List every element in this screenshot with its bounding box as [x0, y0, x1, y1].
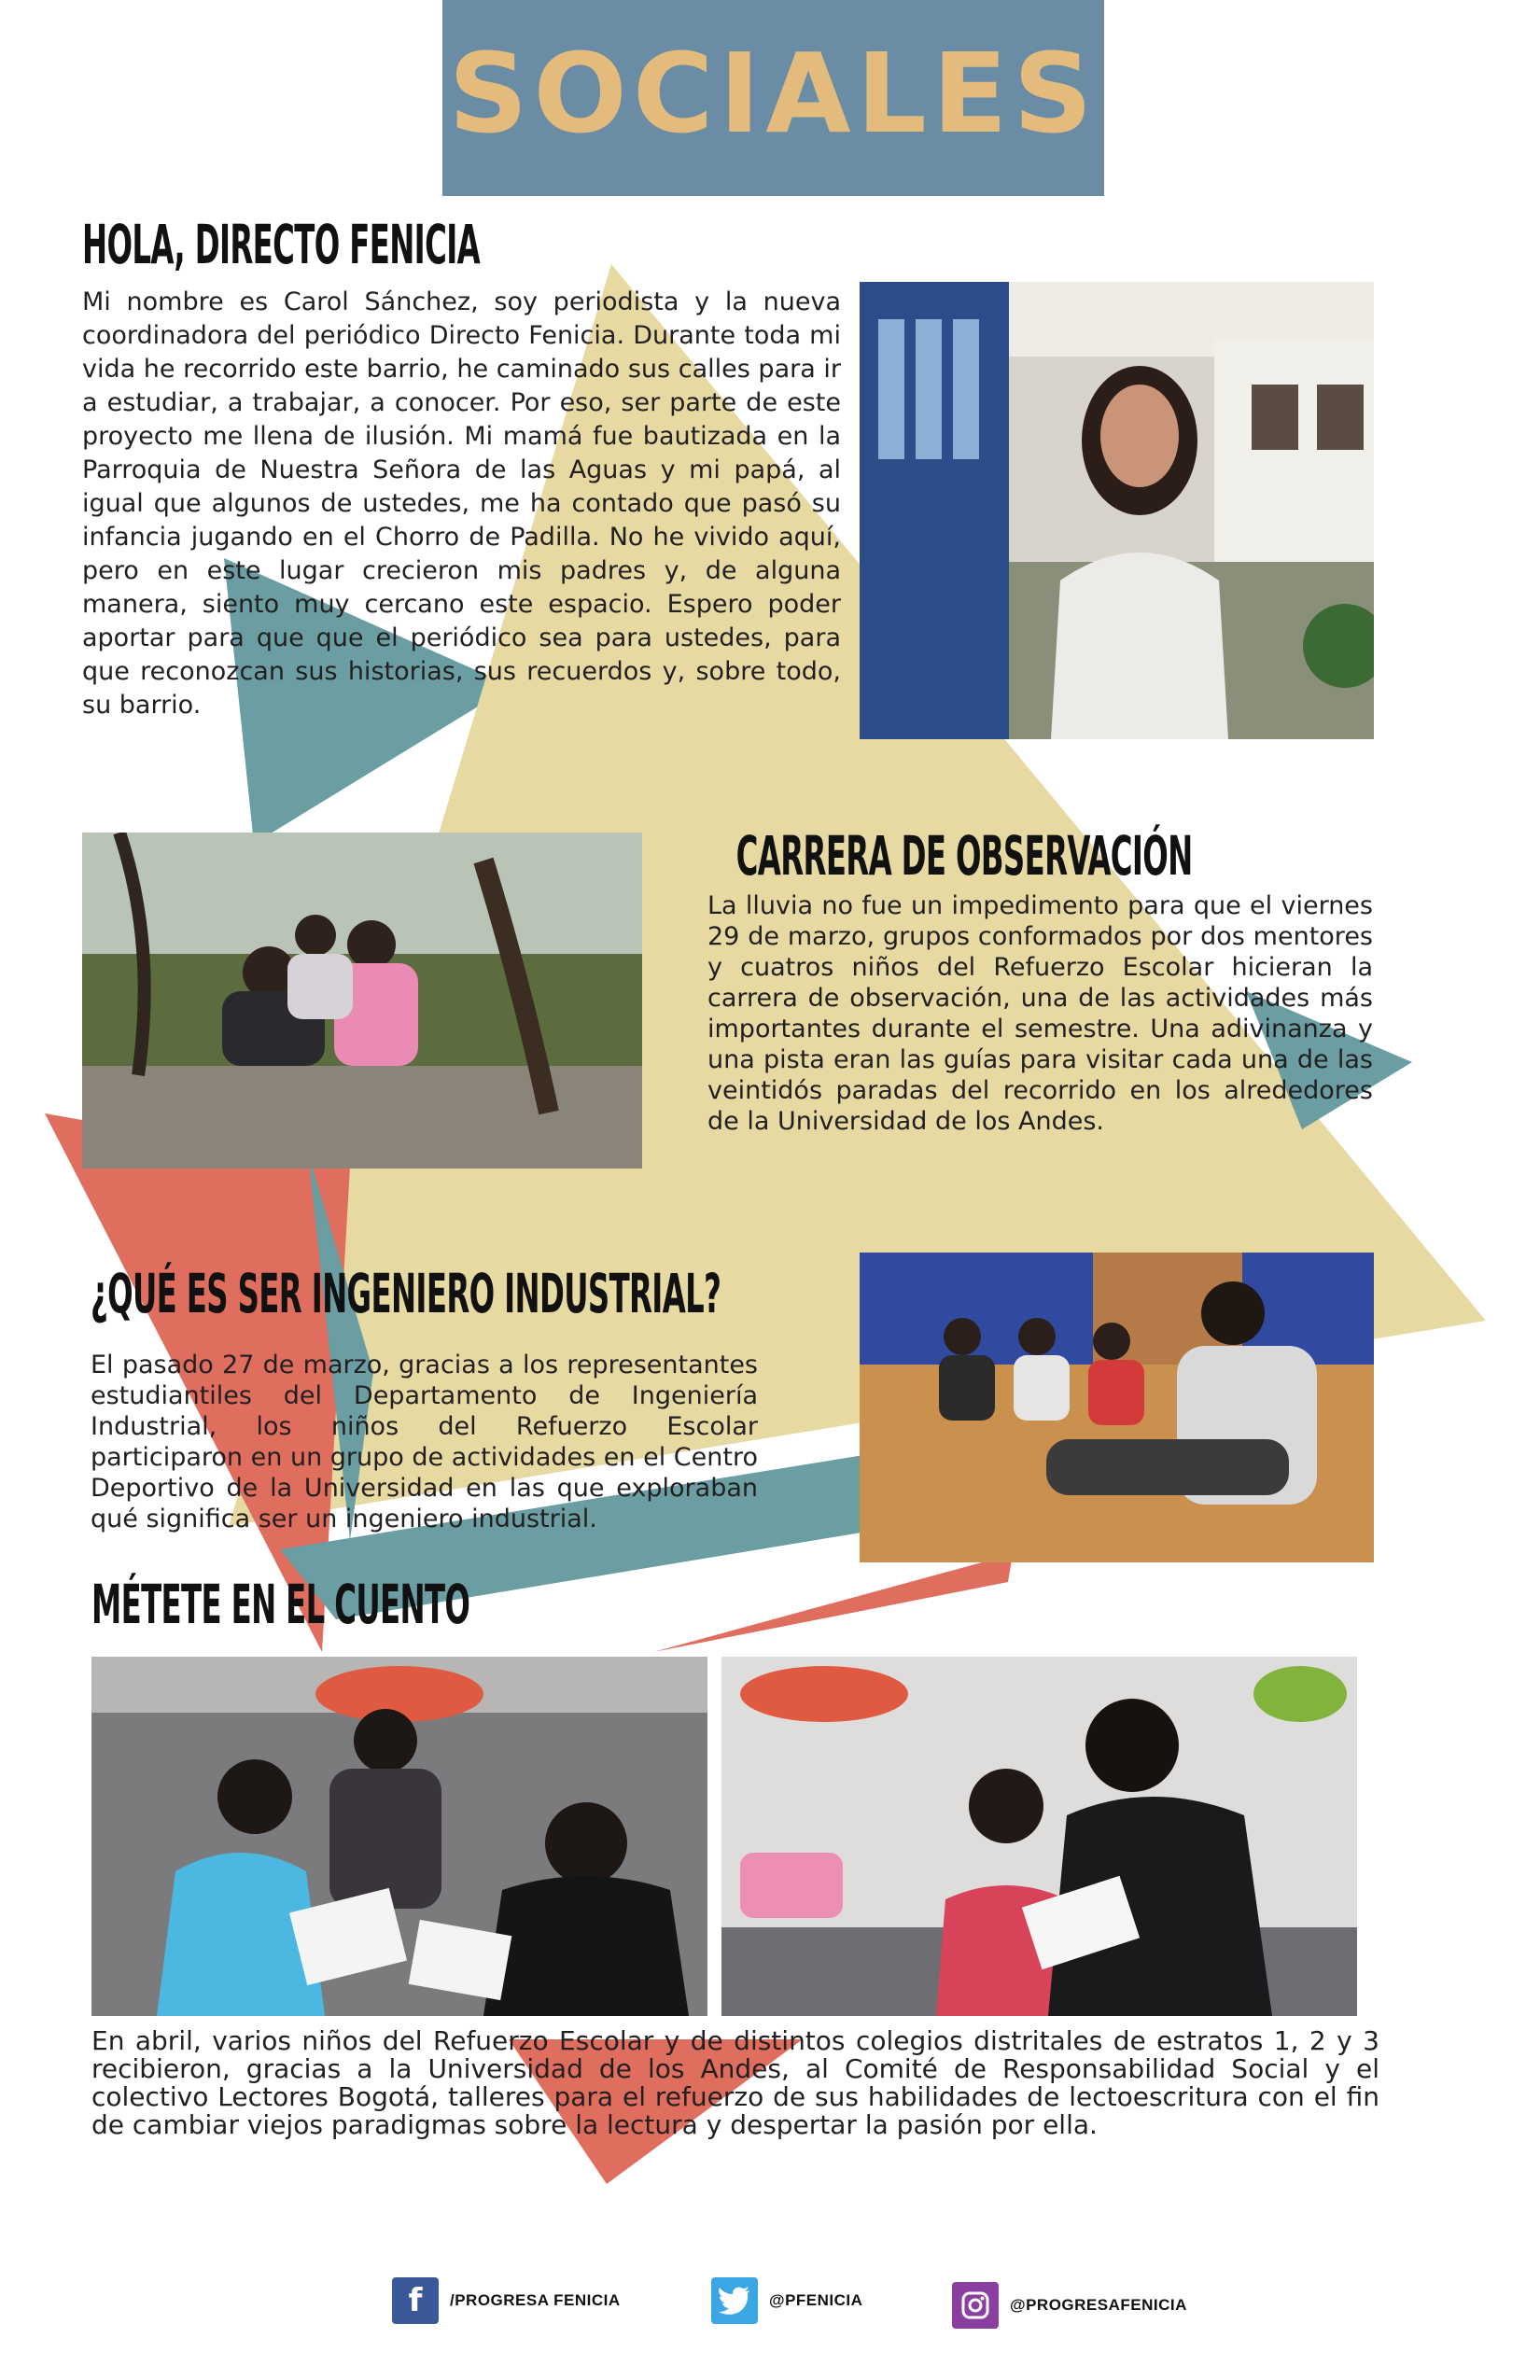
- masthead-title: SOCIALES: [448, 29, 1099, 158]
- instagram-link[interactable]: [952, 2282, 1187, 2329]
- twitter-icon: [711, 2277, 758, 2324]
- portrait-photo: [860, 282, 1374, 739]
- instagram-label: @PROGRESAFENICIA: [1010, 2296, 1187, 2314]
- engineer-heading: ¿QUÉ ES SER INGENIERO INDUSTRIAL?: [91, 1262, 721, 1325]
- facebook-label: /PROGRESA FENICIA: [450, 2291, 621, 2309]
- story-heading: MÉTETE EN EL CUENTO: [91, 1573, 470, 1636]
- engineer-body: El pasado 27 de marzo, gracias a los representantes estudiantiles del Departamento de Ingeniería Industrial, los niños del Refuerzo Escolar participaron en un grupo de actividades en el Centro Deportivo de la Universidad en las que exploraban qué significa ser un ingeniero industrial.: [91, 1351, 758, 1533]
- twitter-label: @PFENICIA: [769, 2291, 863, 2309]
- twitter-link[interactable]: [711, 2277, 862, 2324]
- story-body: En abril, varios niños del Refuerzo Escolar y de distintos colegios distritales de estratos 1, 2 y 3 recibieron, gracias a la Universidad de los Andes, al Comité de Responsabilidad Social y el colectivo Lectores Bogotá, talleres para el refuerzo de sus habilidades de lectoescritura con el fin de cambiar viejos paradigmas sobre la lectura y despertar la pasión por ella.: [91, 2025, 1379, 2140]
- intro-body: Mi nombre es Carol Sánchez, soy periodista y la nueva coordinadora del periódico Directo Fenicia. Durante toda mi vida he recorrido este barrio, he caminado sus calles para ir a estudiar, a trabajar, a conocer. Por eso, ser parte de este proyecto me llena de ilusión. Mi mamá fue bautizada en la Parroquia de Nuestra Señora de las Aguas y mi papá, al igual que algunos de ustedes, me ha contado que pasó su infancia jugando en el Chorro de Padilla. No he vivido aquí, pero en este lugar crecieron mis padres y, de alguna manera, siento muy cercano este espacio. Espero poder aportar para que que el periódico sea para ustedes, para que reconozcan sus historias, sus recuerdos y, sobre todo, su barrio.: [82, 287, 841, 720]
- instagram-icon: [952, 2282, 999, 2329]
- masthead: [442, 0, 1104, 196]
- coral-triangle-middle: [653, 1554, 1013, 1652]
- intro-heading: HOLA, DIRECTO FENICIA: [82, 213, 481, 276]
- facebook-icon: f: [392, 2277, 439, 2324]
- race-heading: CARRERA DE OBSERVACIÓN: [736, 824, 1193, 888]
- gym-photo: [860, 1253, 1374, 1562]
- race-photo: [82, 833, 642, 1169]
- facebook-link[interactable]: [392, 2277, 621, 2324]
- race-body: La lluvia no fue un impedimento para que el viernes 29 de marzo, grupos conformados por dos mentores y cuatros niños del Refuerzo Escolar hicieran la carrera de observación, una de las actividades más importantes durante el semestre. Una adivinanza y una pista eran las guías para visitar cada una de las veintidós paradas del recorrido en los alrededores de la Universidad de los Andes.: [707, 891, 1373, 1136]
- reading-photo-right: [721, 1657, 1357, 2016]
- reading-photo-left: [91, 1657, 707, 2016]
